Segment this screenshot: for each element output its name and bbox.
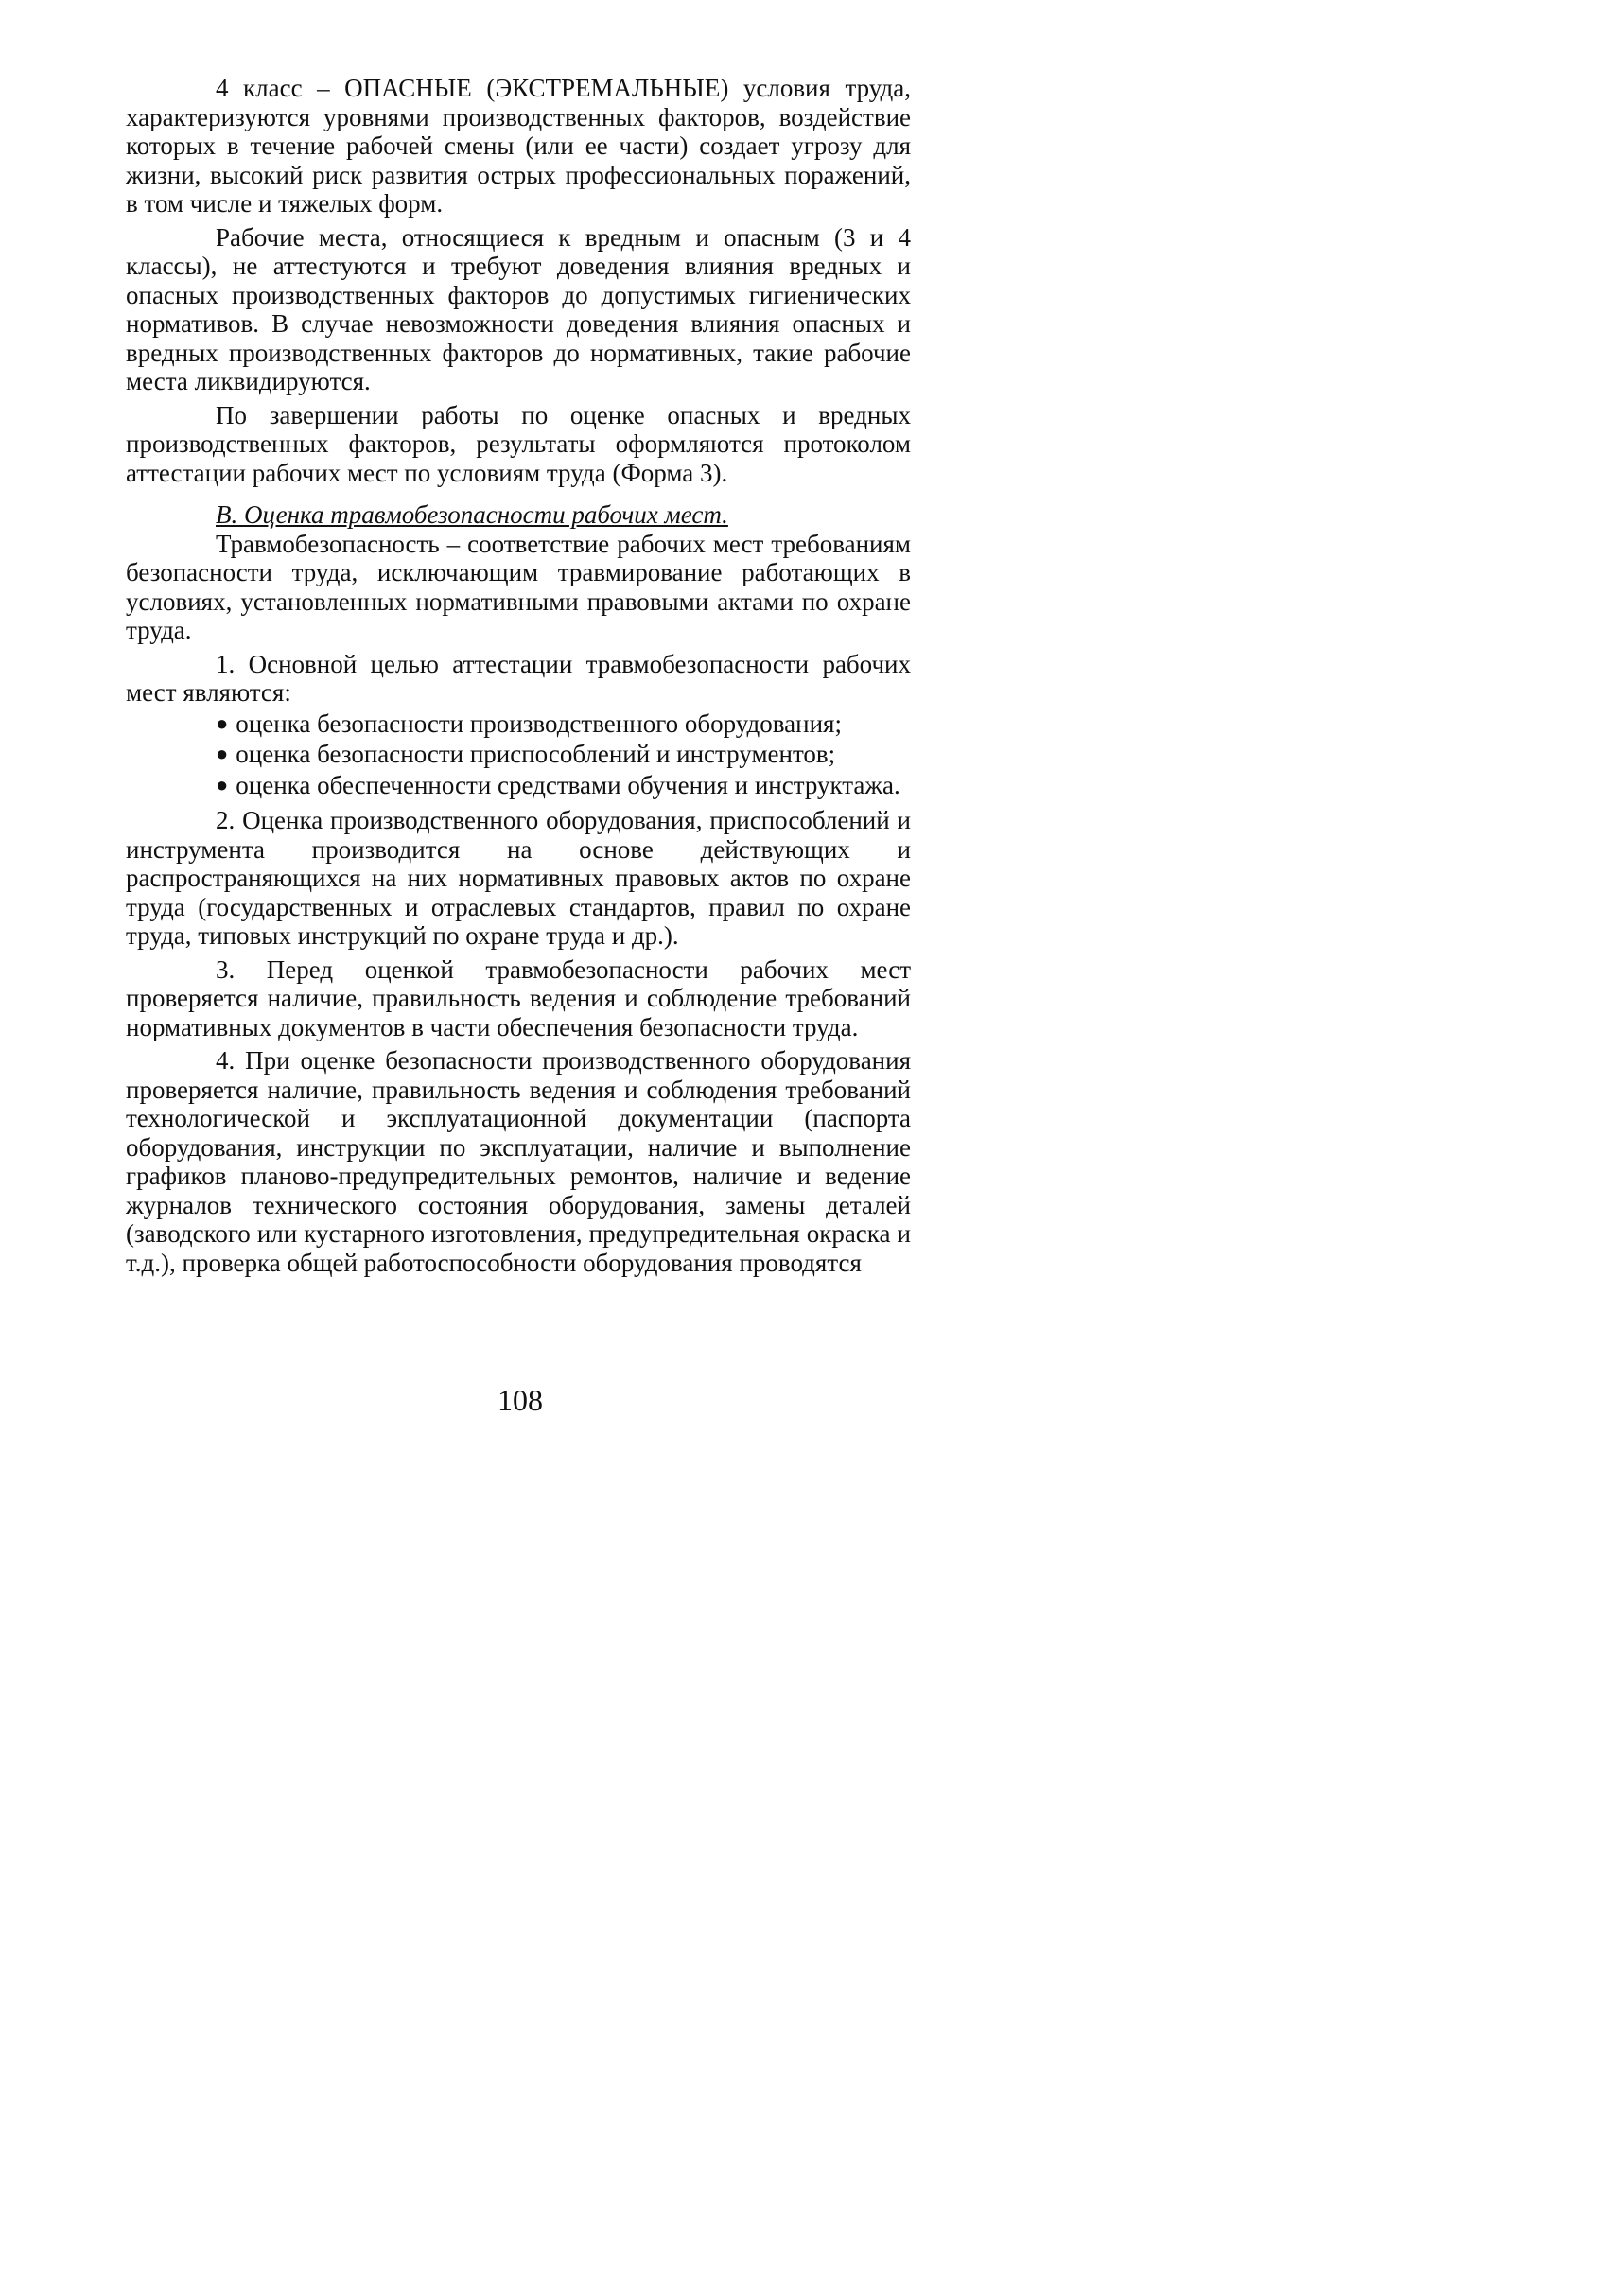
paragraph-goal: 1. Основной целью аттестации травмобезопасности рабочих мест являются: (126, 649, 911, 707)
section-heading-text: В. Оценка травмобезопасности рабочих мест. (216, 500, 728, 529)
paragraph-workplaces: Рабочие места, относящиеся к вредным и опасным (3 и 4 классы), не аттестуются и требуют доведения влияния вредных и опасных производственных факторов до допустимых гигиенических нормативов. В случае невозможности доведения влияния опасных и вредных производственных факторов до нормативных, такие рабочие места ликвидируются. (126, 222, 911, 395)
paragraph-class-4: 4 класс – ОПАСНЫЕ (ЭКСТРЕМАЛЬНЫЕ) условия труда, характеризуются уровнями производственных факторов, воздействие которых в течение рабочей смены (или ее части) создает угрозу для жизни, высокий риск развития острых профессиональных поражений, в том числе и тяжелых форм. (126, 74, 911, 218)
goal-list (126, 709, 911, 802)
section-heading (126, 500, 911, 530)
paragraph-definition: Травмобезопасность – соответствие рабочих мест требованиям безопасности труда, исключающим травмирование работающих в условиях, установленных нормативными правовыми актами по охране труда. (126, 529, 911, 644)
list-item: ● оценка обеспеченности средствами обучения и инструктажа. (216, 771, 911, 802)
list-item: ● оценка безопасности производственного оборудования; (216, 709, 911, 741)
paragraph-protocol: По завершении работы по оценке опасных и вредных производственных факторов, результаты оформляются протоколом аттестации рабочих мест по условиям труда (Форма 3). (126, 400, 911, 487)
list-item: ● оценка безопасности приспособлений и инструментов; (216, 740, 911, 771)
page-body (126, 74, 911, 1277)
paragraph-equipment-safety: 4. При оценке безопасности производственного оборудования проверяется наличие, правильность ведения и соблюдения требований технологической и эксплуатационной документации (паспорта оборудования, инструкции по эксплуатации, наличие и выполнение графиков планово-предупредительных ремонтов, наличие и ведение журналов технического состояния оборудования, замены деталей (заводского или кустарного изготовления, предупредительная окраска и т.д.), проверка общей работоспособности оборудования проводятся (126, 1046, 911, 1277)
paragraph-equipment-evaluation: 2. Оценка производственного оборудования, приспособлений и инструмента производится на основе действующих и распространяющихся на них нормативных правовых актов по охране труда (государственных и отраслевых стандартов, правил по охране труда, типовых инструкций по охране труда и др.). (126, 806, 911, 950)
page-number: 108 (498, 1383, 543, 1417)
paragraph-documents-check: 3. Перед оценкой травмобезопасности рабочих мест проверяется наличие, правильность ведения и соблюдение требований нормативных документов в части обеспечения безопасности труда. (126, 954, 911, 1041)
